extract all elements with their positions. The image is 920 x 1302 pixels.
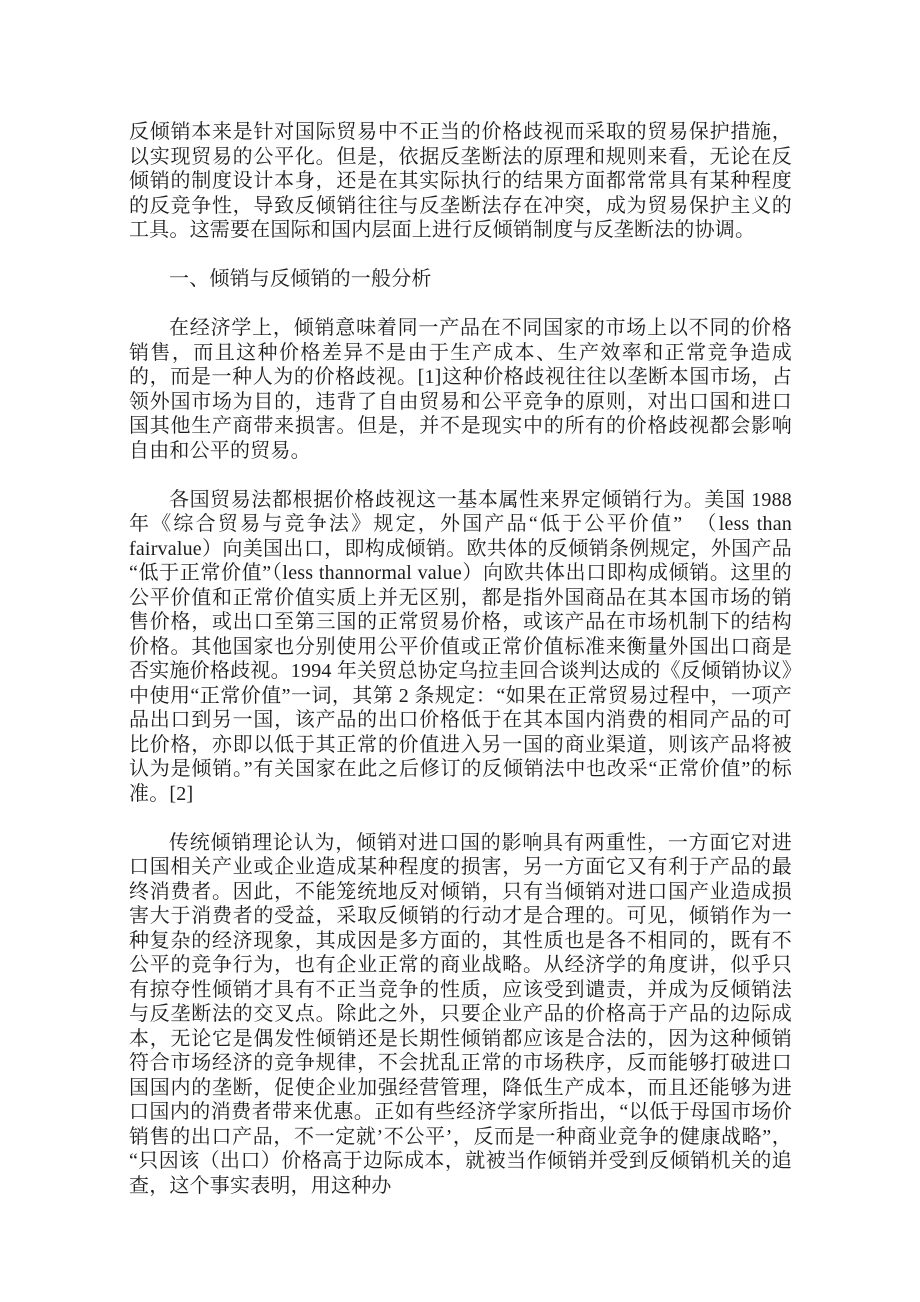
document-text-block bbox=[129, 120, 792, 1198]
paragraph-economics-of-dumping: 在经济学上，倾销意味着同一产品在不同国家的市场上以不同的价格销售，而且这种价格差异不是由于生产成本、生产效率和正常竞争造成的，而是一种人为的价格歧视。[1]这种价格歧视往往以垄断本国市场，占领外国市场为目的，违背了自由贸易和公平竞争的原则，对出口国和进口国其他生产商带来损害。但是，并不是现实中的所有的价格歧视都会影响自由和公平的贸易。 bbox=[129, 317, 792, 462]
paragraph-intro: 反倾销本来是针对国际贸易中不正当的价格歧视而采取的贸易保护措施，以实现贸易的公平化。但是，依据反垄断法的原理和规则来看，无论在反倾销的制度设计本身，还是在其实际执行的结果方面都常常具有某种程度的反竞争性，导致反倾销往往与反垄断法存在冲突，成为贸易保护主义的工具。这需要在国际和国内层面上进行反倾销制度与反垄断法的协调。 bbox=[129, 121, 792, 241]
paragraph-trade-law-definitions: 各国贸易法都根据价格歧视这一基本属性来界定倾销行为。美国 1988 年《综合贸易与竞争法》规定，外国产品“低于公平价值” （less than fairvalue）向美国出口，即构成倾销。欧共体的反倾销条例规定，外国产品“低于正常价值”（less thannormal value）向欧共体出口即构成倾销。这里的公平价值和正常价值实质上并无区别，都是指外国商品在其本国市场的销售价格，或出口至第三国的正常贸易价格，或该产品在市场机制下的结构价格。其他国家也分别使用公平价值或正常价值标准来衡量外国出口商是否实施价格歧视。1994 年关贸总协定乌拉圭回合谈判达成的《反倾销协议》中使用“正常价值”一词，其第 2 条规定：“如果在正常贸易过程中，一项产品出口到另一国，该产品的出口价格低于在其本国内消费的相同产品的可比价格，亦即以低于其正常的价值进入另一国的商业渠道，则该产品将被认为是倾销。”有关国家在此之后修订的反倾销法中也改采“正常价值”的标准。[2] bbox=[129, 488, 792, 805]
paragraph-traditional-dumping-theory: 传统倾销理论认为，倾销对进口国的影响具有两重性，一方面它对进口国相关产业或企业造成某种程度的损害，另一方面它又有利于产品的最终消费者。因此，不能笼统地反对倾销，只有当倾销对进口国产业造成损害大于消费者的受益，采取反倾销的行动才是合理的。可见，倾销作为一种复杂的经济现象，其成因是多方面的，其性质也是各不相同的，既有不公平的竞争行为，也有企业正常的商业战略。从经济学的角度讲，似乎只有掠夺性倾销才具有不正当竞争的性质，应该受到谴责，并成为反倾销法与反垄断法的交叉点。除此之外，只要企业产品的价格高于产品的边际成本，无论它是偶发性倾销还是长期性倾销都应该是合法的，因为这种倾销符合市场经济的竞争规律，不会扰乱正常的市场秩序，反而能够打破进口国国内的垄断，促使企业加强经营管理，降低生产成本，而且还能够为进口国内的消费者带来优惠。正如有些经济学家所指出，“以低于母国市场价销售的出口产品，不一定就’不公平’，反而是一种商业竞争的健康战略”，“只因该（出口）价格高于边际成本，就被当作倾销并受到反倾销机关的追查，这个事实表明，用这种办 bbox=[129, 831, 792, 1197]
section-heading: 一、倾销与反倾销的一般分析 bbox=[169, 268, 432, 290]
